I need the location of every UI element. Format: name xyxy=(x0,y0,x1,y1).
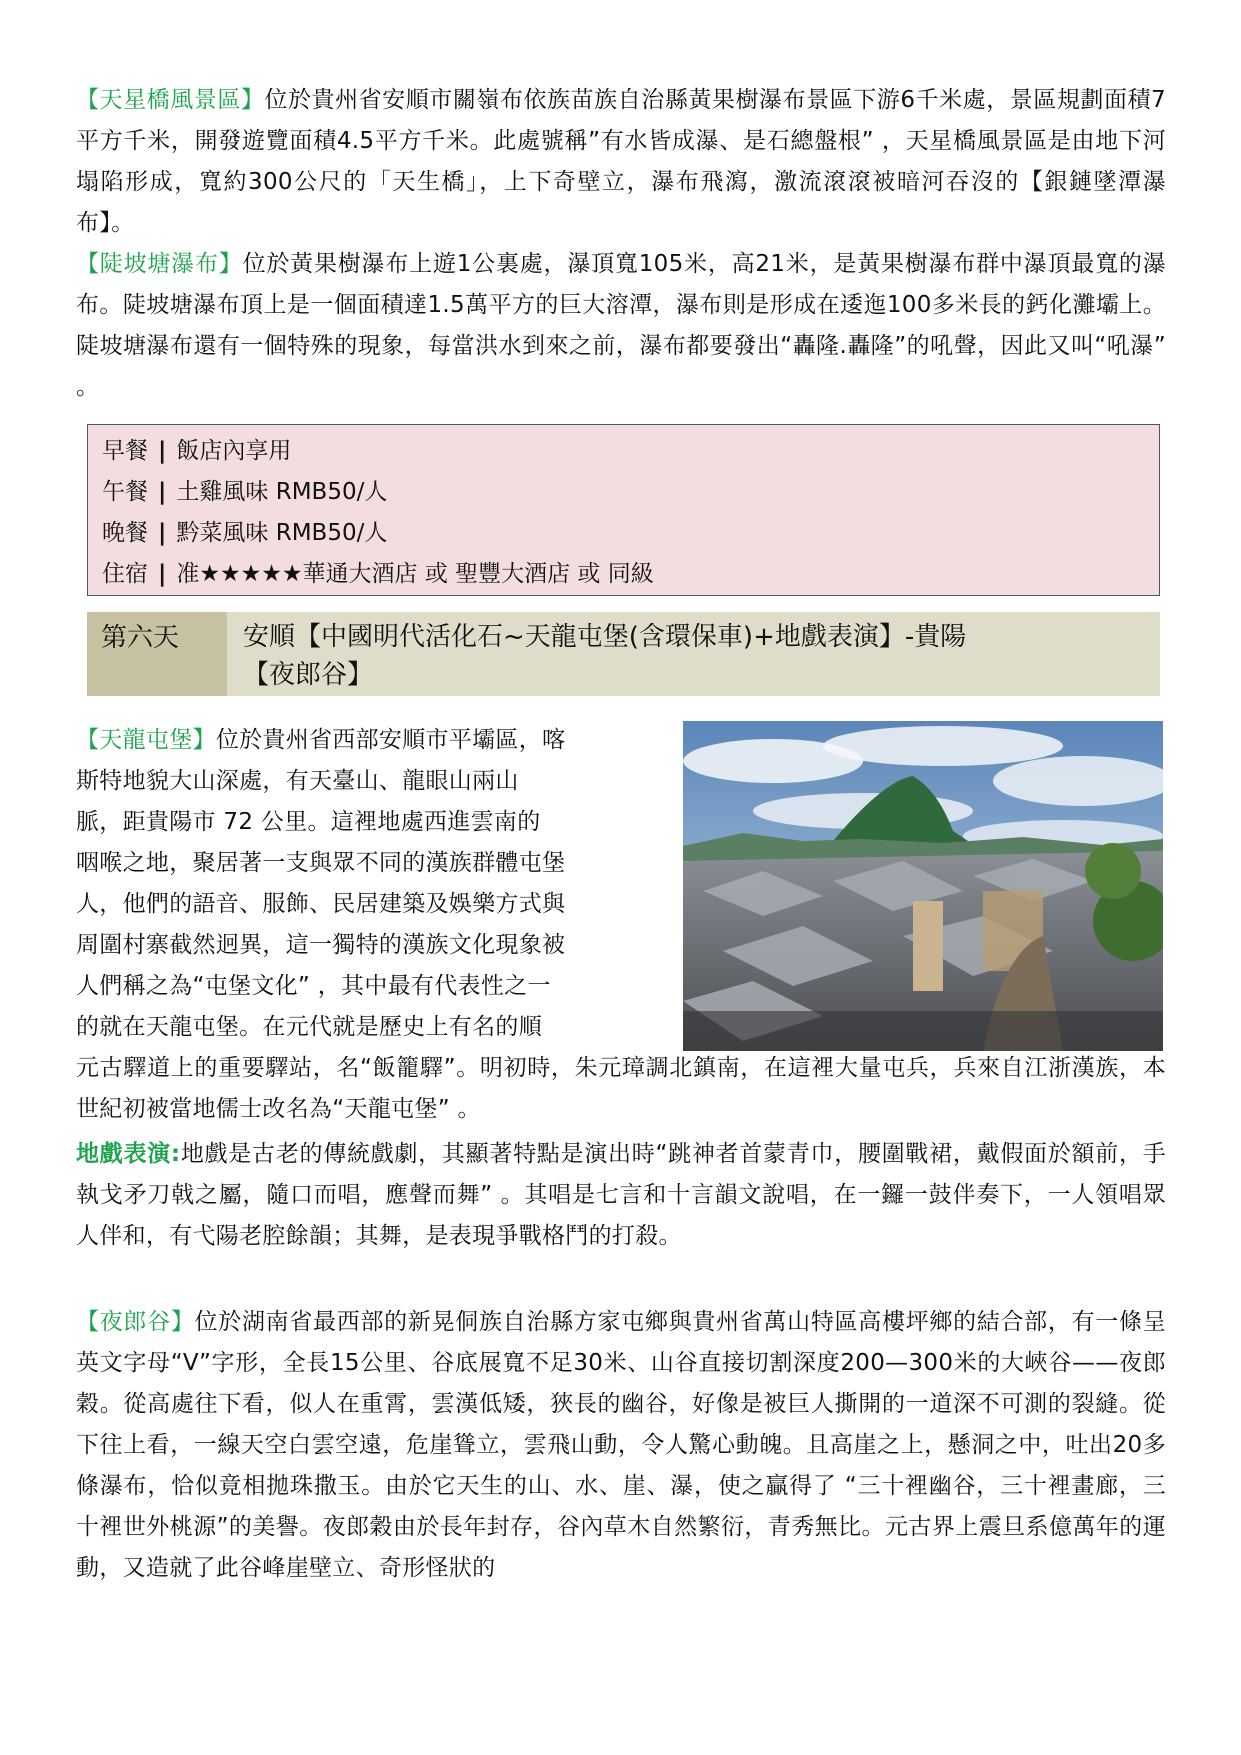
meal-separator: | xyxy=(158,438,167,464)
meal-value: 土雞風味 RMB50/人 xyxy=(176,479,388,505)
paragraph-line: 周圍村寨截然迥異，這一獨特的漢族文化現象被 xyxy=(76,932,566,958)
day-title-line: 【夜郎谷】 xyxy=(243,660,374,690)
paragraph-yelanggu xyxy=(76,1302,1166,1589)
section-title-tianxingqiao: 【天星橋風景區】 xyxy=(76,87,265,113)
day-title xyxy=(227,612,1160,696)
paragraph-line: 的就在天龍屯堡。在元代就是歷史上有名的順 xyxy=(76,1014,542,1040)
paragraph-text: 位於湖南省最西部的新晃侗族自治縣方家屯鄉與貴州省萬山特區高樓坪鄉的結合部，有一條呈英文字母“V”字形，全長15公里、谷底展寬不足30米、山谷直接切割深度200—300米的大峽谷——夜郎穀。從高處往下看，似人在重霄，雲漢低矮，狹長的幽谷，好像是被巨人撕開的一道深不可測的裂縫。從下往上看，一線天空白雲空遠，危崖聳立，雲飛山動，令人驚心動魄。且高崖之上，懸洞之中，吐出20多條瀑布，恰似竟相拋珠撒玉。由於它天生的山、水、崖、瀑，使之贏得了 “三十裡幽谷，三十裡畫廊，三十裡世外桃源”的美譽。夜郎穀由於長年封存，谷內草木自然繁衍，青秀無比。元古界上震旦系億萬年的運動，又造就了此谷峰崖壁立、奇形怪狀的 xyxy=(76,1309,1166,1581)
paragraph-line: 人，他們的語音、服飾、民居建築及娛樂方式與 xyxy=(76,891,566,917)
paragraph-line: 脈，距貴陽市 72 公里。這裡地處西進雲南的 xyxy=(76,809,541,835)
paragraph-line: 咽喉之地，聚居著一支與眾不同的漢族群體屯堡 xyxy=(76,850,566,876)
day-label: 第六天 xyxy=(87,612,227,696)
paragraph-line: 人們稱之為“屯堡文化” ，其中最有代表性之一 xyxy=(76,973,551,999)
meal-info-box xyxy=(87,424,1160,596)
meal-separator: | xyxy=(158,520,167,546)
day-title-line: 安順【中國明代活化石~天龍屯堡(含環保車)+地戲表演】-貴陽 xyxy=(243,622,967,652)
paragraph-tianlong-wrapped xyxy=(76,720,666,1048)
paragraph-tianlong-continued: 元古驛道上的重要驛站，名“飯籠驛”。明初時，朱元璋調北鎮南，在這裡大量屯兵，兵來自江浙漢族，本世紀初被當地儒士改名為“天龍屯堡” 。 xyxy=(76,1055,1166,1122)
paragraph-line-text: 位於貴州省西部安順市平壩區，喀 xyxy=(215,727,566,753)
meal-value: 飯店內享用 xyxy=(176,438,292,464)
day-header xyxy=(87,612,1160,696)
paragraph-dixi xyxy=(76,1134,1166,1257)
meal-label: 午餐 xyxy=(102,479,148,505)
meal-row-dinner xyxy=(102,513,1145,554)
paragraph-text: 地戲是古老的傳統戲劇，其顯著特點是演出時“跳神者首蒙青巾，腰圍戰裙，戴假面於額前，手執戈矛刀戟之屬，隨口而唱，應聲而舞” 。其唱是七言和十言韻文說唱，在一鑼一鼓伴奏下，一人領唱眾人伴和，有弋陽老腔餘韻；其舞，是表現爭戰格鬥的打殺。 xyxy=(76,1141,1166,1249)
meal-label: 晚餐 xyxy=(102,520,148,546)
paragraph-tianxingqiao xyxy=(76,80,1166,244)
tianlong-village-photo xyxy=(683,721,1163,1051)
meal-separator: | xyxy=(158,561,167,587)
meal-row-hotel xyxy=(102,554,1145,595)
section-title-dixi: 地戲表演: xyxy=(76,1141,181,1167)
meal-value: 黔菜風味 RMB50/人 xyxy=(176,520,388,546)
paragraph-text: 位於黃果樹瀑布上遊1公裏處，瀑頂寬105米，高21米，是黃果樹瀑布群中瀑頂最寬的瀑布。陡坡塘瀑布頂上是一個面積達1.5萬平方的巨大溶潭，瀑布則是形成在逶迤100多米長的鈣化灘壩上。陡坡塘瀑布還有一個特殊的現象，每當洪水到來之前，瀑布都要發出“轟隆.轟隆”的吼聲，因此又叫“吼瀑” 。 xyxy=(76,251,1166,400)
section-title-doupotang: 【陡坡塘瀑布】 xyxy=(76,251,243,277)
paragraph-line: 斯特地貌大山深處，有天臺山、龍眼山兩山 xyxy=(76,768,519,794)
meal-separator: | xyxy=(158,479,167,505)
section-title-yelanggu: 【夜郎谷】 xyxy=(76,1309,195,1335)
meal-label: 早餐 xyxy=(102,438,148,464)
village-photo-illustration xyxy=(683,721,1163,1051)
meal-value: 准★★★★★華通大酒店 或 聖豐大酒店 或 同級 xyxy=(176,561,654,587)
meal-row-breakfast xyxy=(102,431,1145,472)
paragraph-line xyxy=(76,720,666,761)
meal-label: 住宿 xyxy=(102,561,148,587)
meal-row-lunch xyxy=(102,472,1145,513)
section-title-tianlong: 【天龍屯堡】 xyxy=(76,727,216,753)
paragraph-doupotang xyxy=(76,244,1166,408)
paragraph-text: 位於貴州省安順市關嶺布依族苗族自治縣黃果樹瀑布景區下游6千米處，景區規劃面積7平方千米，開發遊覽面積4.5平方千米。此處號稱”有水皆成瀑、是石總盤根” ，天星橋風景區是由地下河塌陷形成，寬約300公尺的「天生橋」，上下奇壁立，瀑布飛瀉，激流滾滾被暗河吞沒的【銀鏈墜潭瀑布】。 xyxy=(76,87,1166,236)
